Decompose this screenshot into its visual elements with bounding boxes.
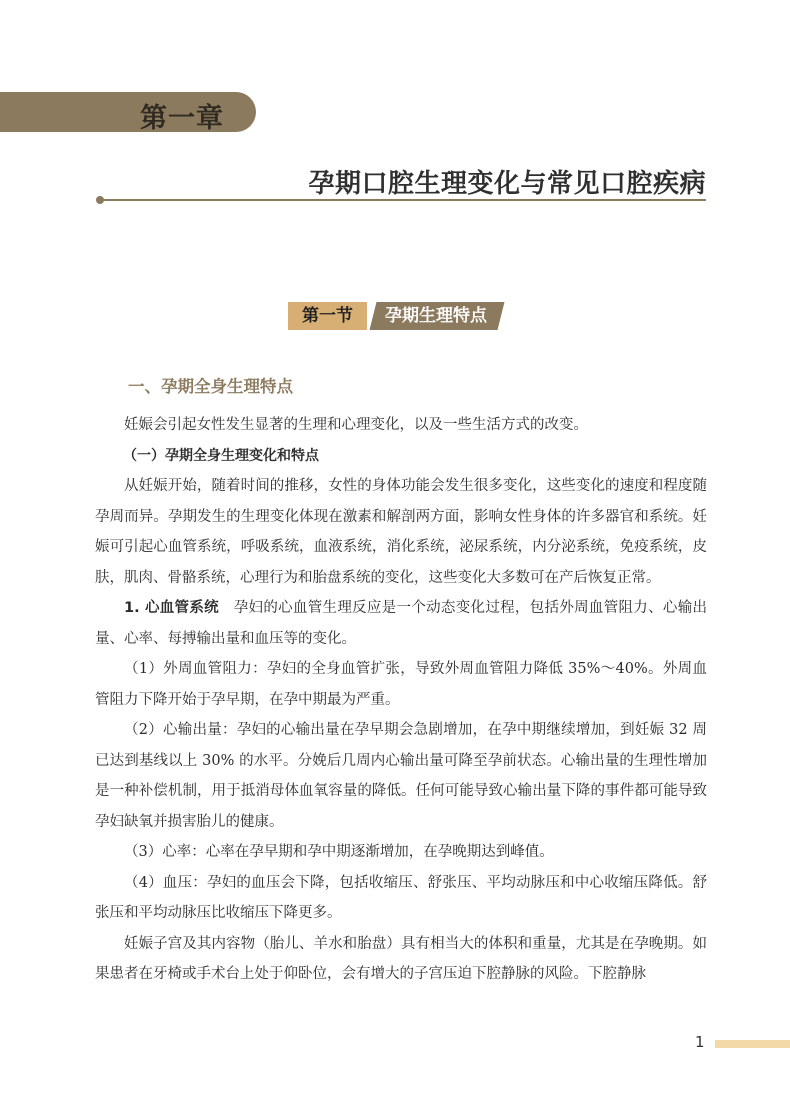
paragraph-6: （4）血压：孕妇的血压会下降，包括收缩压、舒张压、平均动脉压和中心收缩压降低。舒张压和平均动脉压比收缩压下降更多。 <box>95 874 707 921</box>
section-title: 孕期生理特点 <box>385 306 487 326</box>
paragraph-5: （3）心率：心率在孕早期和孕中期逐渐增加，在孕晚期达到峰值。 <box>124 844 554 860</box>
paragraph-7: 妊娠子宫及其内容物（胎儿、羊水和胎盘）具有相当大的体积和重量，尤其是在孕晚期。如果患者在牙椅或手术台上处于仰卧位，会有增大的子宫压迫下腔静脉的风险。下腔静脉 <box>95 935 707 982</box>
section-title-box <box>370 302 505 330</box>
paragraph-2-text: 孕妇的心血管生理反应是一个动态变化过程，包括外周血管阻力、心输出量、心率、每搏输出量和血压等的变化。 <box>95 600 708 647</box>
paragraph-2-lead: 1. 心血管系统 <box>124 600 219 616</box>
paragraph-1: 从妊娠开始，随着时间的推移，女性的身体功能会发生很多变化，这些变化的速度和程度随孕周而异。孕期发生的生理变化体现在激素和解剖两方面，影响女性身体的许多器官和系统。妊娠可引起心血管系统，呼吸系统，血液系统，消化系统，泌尿系统，内分泌系统，免疫系统，皮肤，肌肉、骨骼系统，心理行为和胎盘系统的变化，这些变化大多数可在产后恢复正常。 <box>95 478 707 586</box>
paragraph-2 <box>95 593 707 654</box>
subsection-title: 一、孕期全身生理特点 <box>128 377 293 396</box>
page-number: 1 <box>695 1033 705 1051</box>
body-text <box>95 410 707 990</box>
paragraph-intro: 妊娠会引起女性发生显著的生理和心理变化，以及一些生活方式的改变。 <box>124 417 588 433</box>
section-number: 第一节 <box>288 302 367 330</box>
title-rule <box>100 199 706 201</box>
chapter-label: 第一章 <box>140 103 224 134</box>
section-heading <box>288 302 501 330</box>
subheading: （一）孕期全身生理变化和特点 <box>123 447 319 464</box>
paragraph-4: （2）心输出量：孕妇的心输出量在孕早期会急剧增加，在孕中期继续增加，到妊娠 32 周已达到基线以上 30% 的水平。分娩后几周内心输出量可降至孕前状态。心输出量的生理性增加是一种补偿机制，用于抵消母体血氧容量的降低。任何可能导致心输出量下降的事件都可能导致孕妇缺氧并损害胎儿的健康。 <box>95 722 707 830</box>
paragraph-3: （1）外周血管阻力：孕妇的全身血管扩张，导致外周血管阻力降低 35%～40%。外周血管阻力下降开始于孕早期，在孕中期最为严重。 <box>95 661 707 708</box>
page-bar <box>715 1040 790 1048</box>
chapter-title: 孕期口腔生理变化与常见口腔疾病 <box>308 169 706 199</box>
